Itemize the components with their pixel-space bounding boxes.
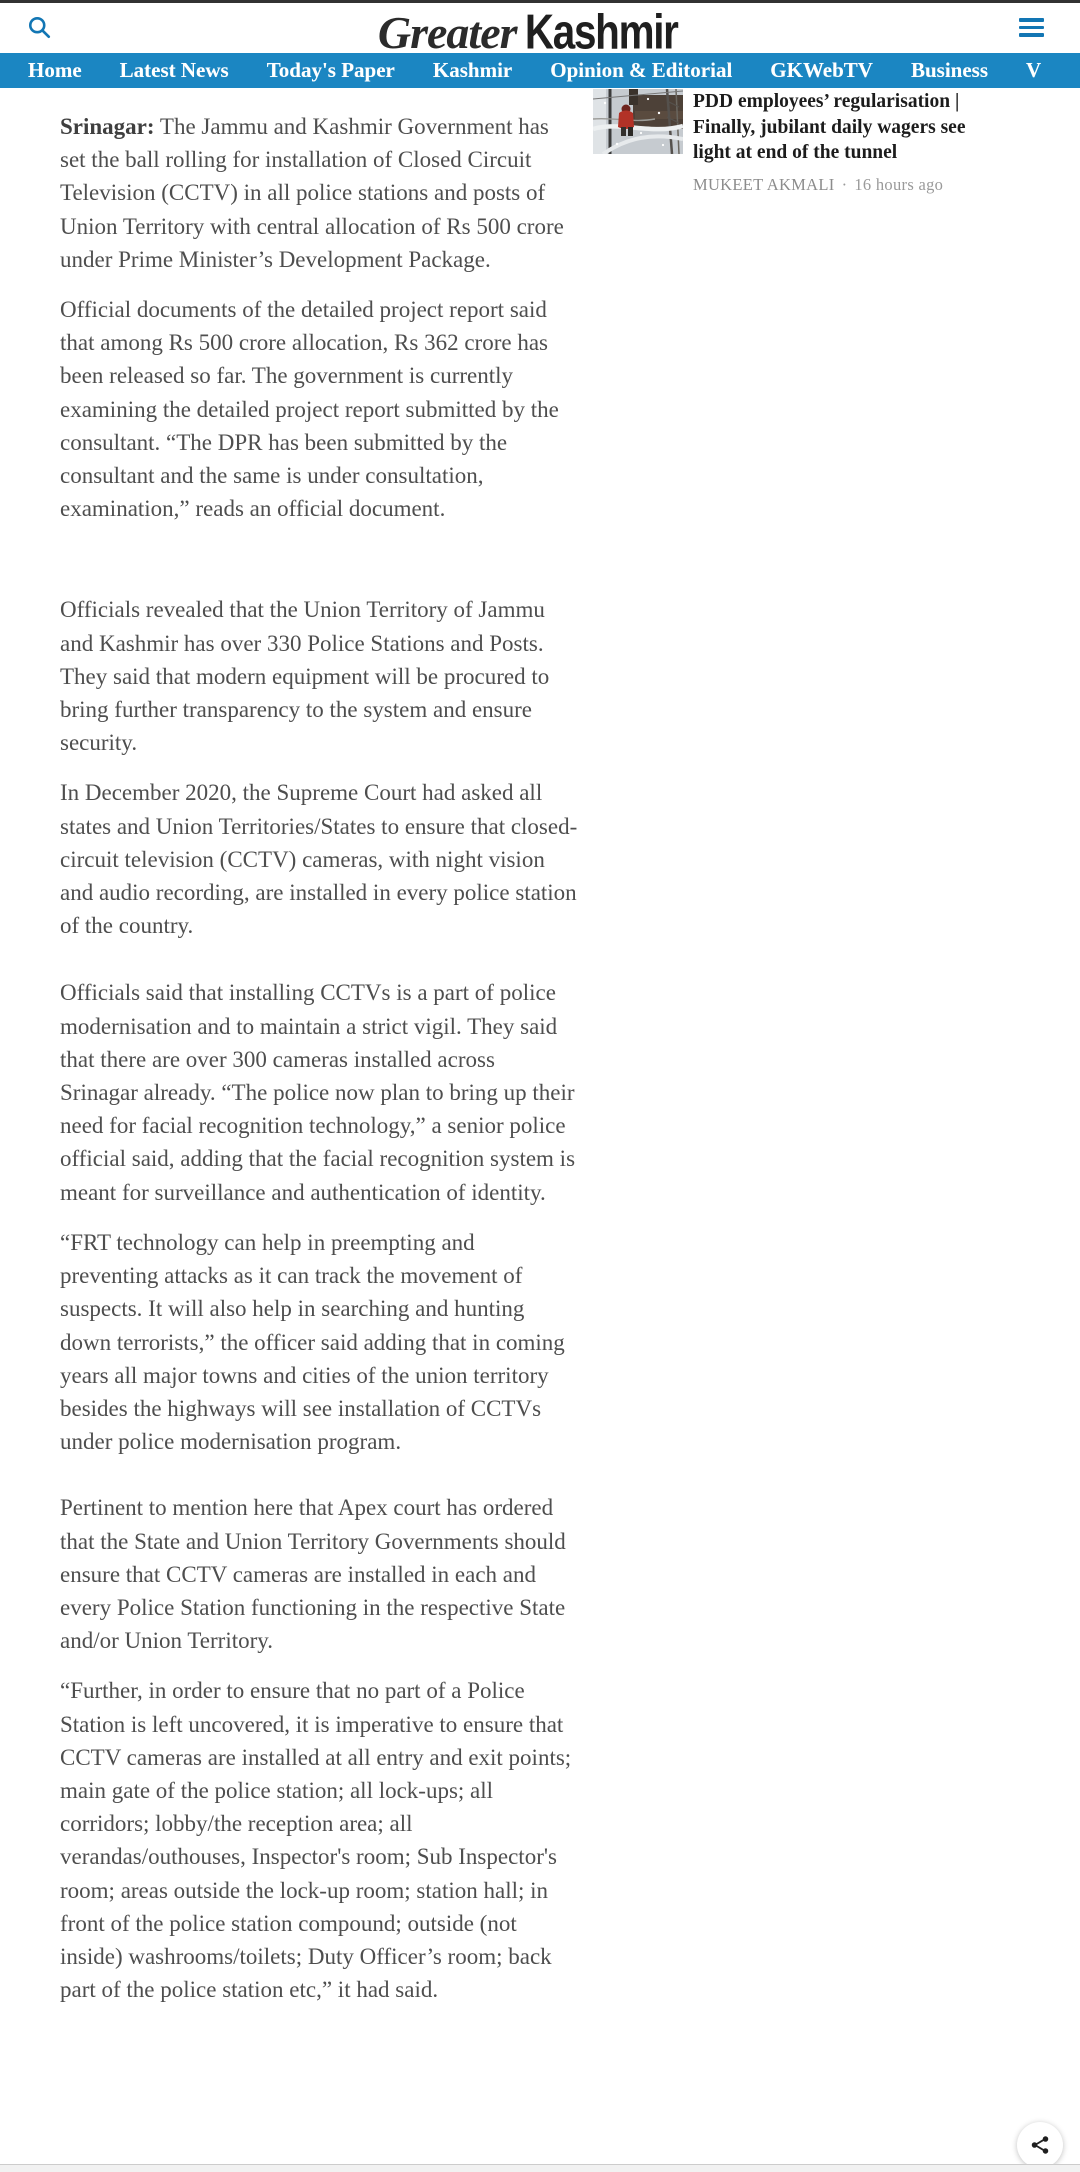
article-body	[60, 88, 578, 2006]
nav-item-opinion-editorial[interactable]: Opinion & Editorial	[550, 58, 733, 82]
logo-text-kashmir: Kashmir	[524, 3, 678, 60]
share-icon	[1029, 2134, 1051, 2156]
share-button[interactable]	[1017, 2122, 1063, 2168]
horizontal-scrollbar[interactable]	[0, 2164, 1080, 2172]
nav-item-home[interactable]: Home	[28, 58, 82, 82]
article-paragraph: “Further, in order to ensure that no part of a Police Station is left uncovered, it is imperative to ensure that CCTV cameras are installed at all entry and exit points; main gate of the police station; all lock-ups; all corridors; lobby/the reception area; all verandas/outhouses, Inspector's room; Sub Inspector's room; areas outside the lock-up room; station hall; in front of the police station compound; outside (not inside) washrooms/toilets; Duty Officer’s room; back part of the police station etc,” it had said.	[60, 1678, 572, 2003]
related-article-thumbnail[interactable]	[593, 89, 683, 154]
lineman-snow-photo	[593, 89, 683, 154]
article-paragraph: Officials revealed that the Union Territory of Jammu and Kashmir has over 330 Police Stations and Posts. They said that modern equipment will be procured to bring further transparency to the system and ensure security.	[60, 597, 550, 756]
article-paragraph: In December 2020, the Supreme Court had asked all states and Union Territories/States to ensure that closed-circuit television (CCTV) cameras, with night vision and audio recording, are installed in every police station of the country.	[60, 780, 578, 939]
hamburger-menu-icon	[1019, 18, 1044, 37]
related-article-headline[interactable]: PDD employees’ regularisation | Finally, jubilant daily wagers see light at end of the tunnel	[693, 91, 966, 163]
nav-item-business[interactable]: Business	[910, 58, 989, 82]
related-article-timestamp: 16 hours ago	[854, 174, 944, 194]
article-paragraph: Officials said that installing CCTVs is a part of police modernisation and to maintain a strict vigil. They said that there are over 300 cameras installed across Srinagar already. “The police now plan to bring up their need for facial recognition technology,” a senior police official said, adding that the facial recognition system is meant for surveillance and authentication of identity.	[60, 980, 576, 1205]
paragraph-lead-dateline: Srinagar:	[60, 114, 155, 139]
nav-item-kashmir[interactable]: Kashmir	[432, 58, 513, 82]
related-article-author[interactable]: MUKEET AKMALI	[693, 174, 835, 194]
article-paragraph: “FRT technology can help in preempting and preventing attacks as it can track the movement of suspects. It will also help in searching and hunting down terrorists,” the officer said adding that in coming years all major towns and cities of the union territory besides the highways will see installation of CCTVs under police modernisation program.	[60, 1229, 565, 1455]
sidebar	[593, 88, 1080, 195]
logo-text-greater: Greater	[377, 7, 517, 58]
search-icon	[26, 14, 53, 41]
hamburger-menu-button[interactable]	[1019, 18, 1044, 37]
nav-item-latest-news[interactable]: Latest News	[119, 58, 229, 82]
nav-item-gkwebtv[interactable]: GKWebTV	[770, 58, 873, 82]
site-logo[interactable]	[378, 4, 702, 59]
nav-item-v[interactable]: V	[1026, 58, 1042, 82]
byline-separator: ·	[841, 174, 848, 194]
search-button[interactable]	[23, 13, 55, 45]
paragraph-text: The Jammu and Kashmir Government has set the ball rolling for installation of Closed Circuit Television (CCTV) in all police stations and posts of Union Territory with central allocation of Rs 500 crore under Prime Minister’s Development Package.	[60, 114, 564, 272]
article-paragraph: Official documents of the detailed project report said that among Rs 500 crore allocation, Rs 362 crore has been released so far. The government is currently examining the detailed project report submitted by the consultant. “The DPR has been submitted by the consultant and the same is under consultation, examination,” reads an official document.	[60, 297, 559, 522]
related-article-text-column	[693, 89, 983, 195]
nav-item-today-s-paper[interactable]: Today's Paper	[266, 58, 395, 82]
related-article-byline	[693, 175, 983, 195]
article-paragraph	[60, 110, 578, 276]
article-paragraph: Pertinent to mention here that Apex court has ordered that the State and Union Territory Governments should ensure that CCTV cameras are installed in each and every Police Station functioning in the respective State and/or Union Territory.	[60, 1495, 566, 1654]
site-header	[0, 3, 1080, 60]
related-article[interactable]	[593, 88, 1080, 195]
